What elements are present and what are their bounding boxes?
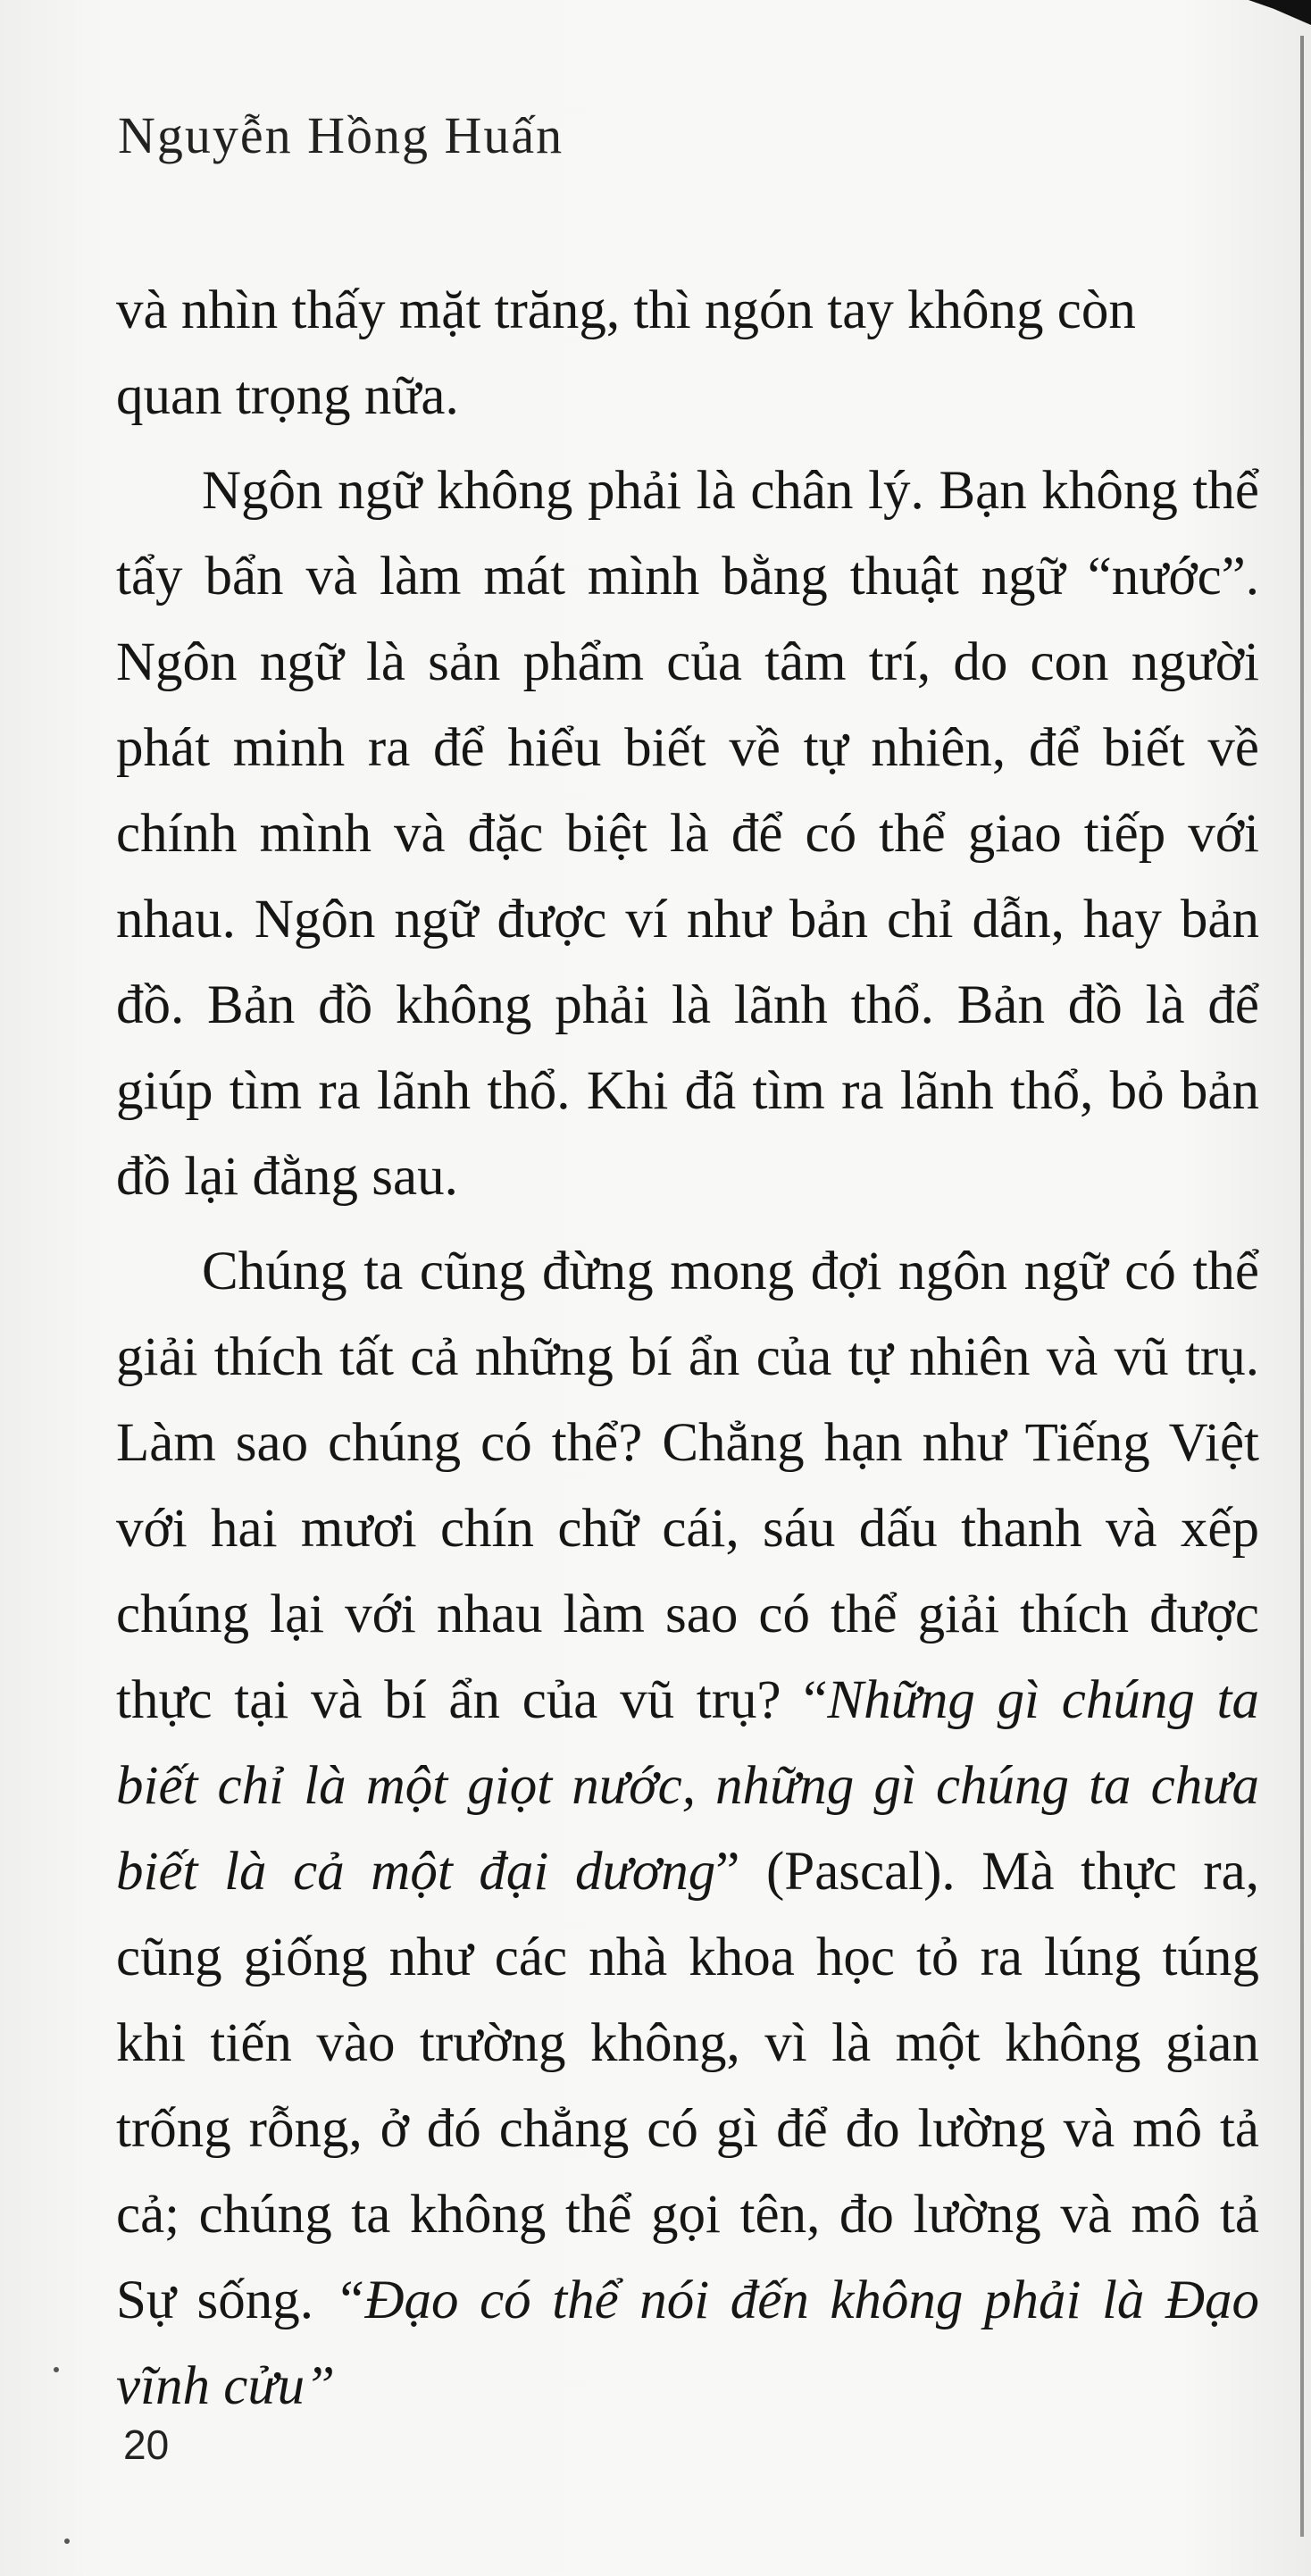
page-edge-shadow — [1300, 36, 1304, 2537]
dao-quote: “Đạo có thể nói đến không phải là Đạo vĩnh cửu” — [116, 2271, 1259, 2416]
page-number: 20 — [123, 2421, 170, 2468]
paragraph-3-text-a: Chúng ta cũng đừng mong đợi ngôn ngữ có thể giải thích tất cả những bí ẩn của tự nhiên và vũ trụ. Làm sao chúng có thể? Chẳng hạn như Tiếng Việt với hai mươi chín chữ cái, sáu dấu thanh và xếp chúng lại với nhau làm sao có thể giải thích được thực tại và bí ẩn của vũ trụ? “ — [116, 1242, 1259, 1730]
speck-mark — [54, 2367, 59, 2372]
body-text — [116, 268, 1259, 2430]
paragraph-3-text-b: ” (Pascal). Mà thực ra, cũng giống như các nhà khoa học tỏ ra lúng túng khi tiến vào trường không, vì là một không gian trống rỗng, ở đó chẳng có gì để đo lường và mô tả cả; chúng ta không thể gọi tên, đo lường và mô tả Sự sống. — [116, 1842, 1260, 2330]
pascal-quote: Những gì chúng ta biết chỉ là một giọt nước, những gì chúng ta chưa biết là cả một đại dương — [116, 1670, 1259, 1902]
paragraph-1-line-1: và nhìn thấy mặt trăng, thì ngón tay không còn — [116, 280, 1136, 340]
paragraph-1-line-2: quan trọng nữa. — [116, 366, 459, 426]
paragraph-1 — [116, 268, 1259, 439]
paragraph-2: Ngôn ngữ không phải là chân lý. Bạn không thể tẩy bẩn và làm mát mình bằng thuật ngữ “nước”. Ngôn ngữ là sản phẩm của tâm trí, do con người phát minh ra để hiểu biết về tự nhiên, để biết về chính mình và đặc biệt là để có thể giao tiếp với nhau. Ngôn ngữ được ví như bản chỉ dẫn, hay bản đồ. Bản đồ không phải là lãnh thổ. Bản đồ là để giúp tìm ra lãnh thổ. Khi đã tìm ra lãnh thổ, bỏ bản đồ lại đằng sau. — [116, 461, 1259, 1207]
running-head: Nguyễn Hồng Huấn — [118, 106, 564, 164]
speck-mark — [64, 2538, 70, 2544]
paragraph-3 — [116, 1229, 1259, 2430]
page-corner-shadow — [1248, 0, 1311, 25]
